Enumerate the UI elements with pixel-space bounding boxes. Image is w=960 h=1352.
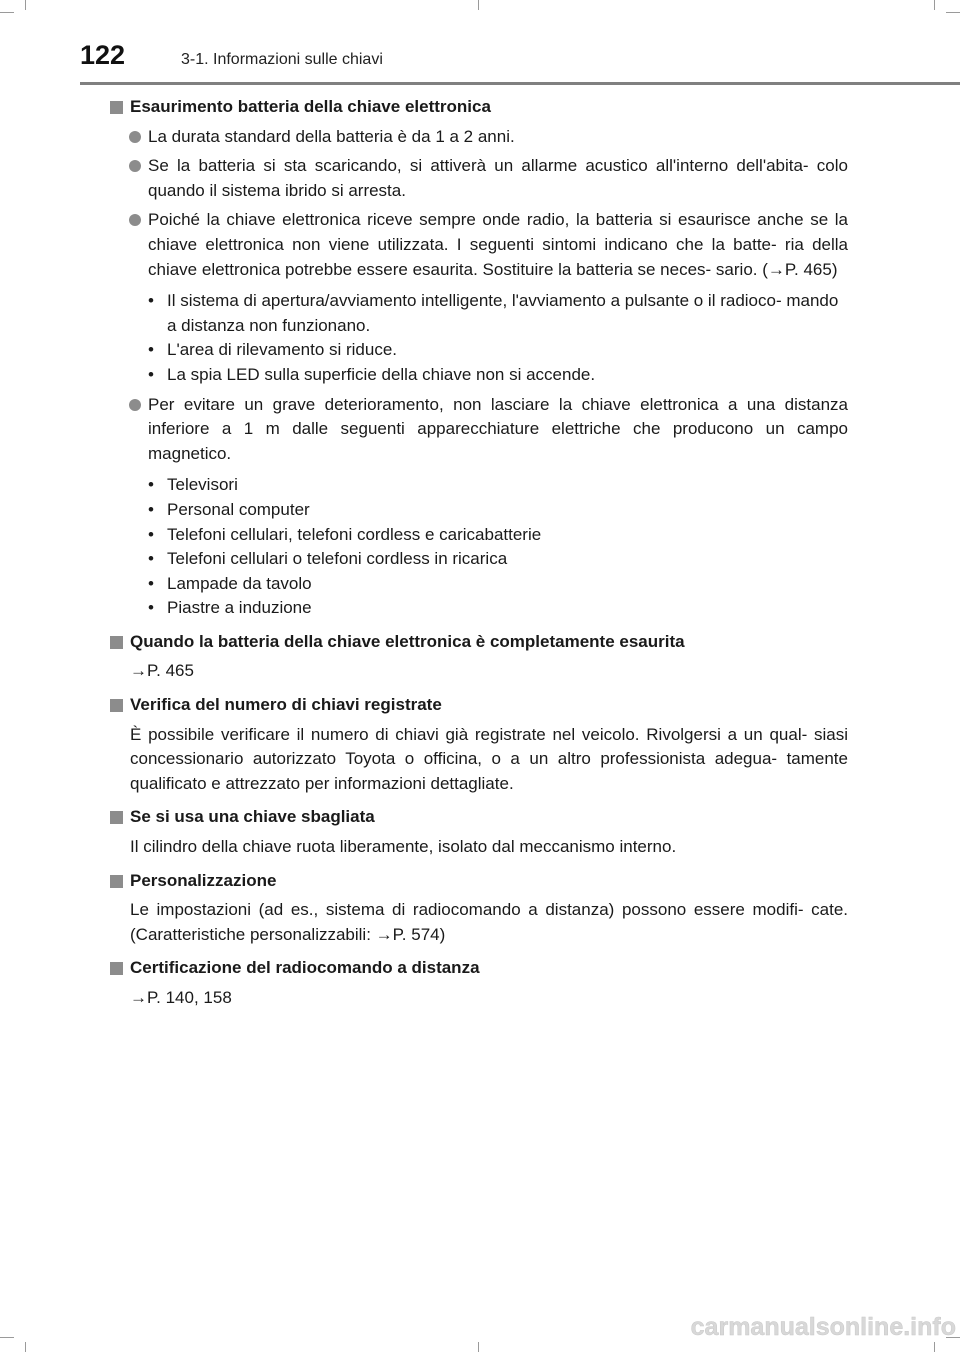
dot-marker-icon: • xyxy=(148,475,154,495)
section-registered-keys xyxy=(110,693,848,796)
sub-list-item: • Televisori xyxy=(148,473,848,498)
section-paragraph: Le impostazioni (ad es., sistema di radiocomando a distanza) possono essere modifi- cate. (Caratteristiche personalizzabili: →P. 574) xyxy=(130,900,848,944)
section-battery-exhausted xyxy=(110,630,848,684)
circle-bullet-icon xyxy=(129,214,141,226)
section-title: Esaurimento batteria della chiave elettronica xyxy=(110,95,848,120)
sub-list-item: • La spia LED sulla superficie della chiave non si accende. xyxy=(148,363,848,388)
dot-marker-icon: • xyxy=(148,499,154,519)
sub-list xyxy=(110,473,848,621)
square-bullet-icon xyxy=(110,636,123,649)
square-bullet-icon xyxy=(110,101,123,114)
dot-marker-icon: • xyxy=(148,340,154,360)
square-bullet-icon xyxy=(110,699,123,712)
sub-list-item: • L'area di rilevamento si riduce. xyxy=(148,338,848,363)
section-customization xyxy=(110,869,848,948)
sub-list-item: • Il sistema di apertura/avviamento intelligente, l'avviamento a pulsante o il radioco- mando a distanza non funzionano. xyxy=(148,291,839,335)
bullet-item: Poiché la chiave elettronica riceve sempre onde radio, la batteria si esaurisce anche se la chiave elettronica non viene utilizzata. I seguenti sintomi indicano che la batte- ria della chiave elettronica potrebbe essere esaurita. Sostituire la batteria se neces- sario. (→P. 465) xyxy=(110,208,848,282)
section-paragraph: Il cilindro della chiave ruota liberamente, isolato dal meccanismo interno. xyxy=(130,837,677,857)
header-rule xyxy=(80,82,960,85)
sub-list-item: • Personal computer xyxy=(148,498,848,523)
chapter-title: 3-1. Informazioni sulle chiavi xyxy=(181,51,383,68)
watermark-logo xyxy=(560,1308,960,1344)
dot-marker-icon: • xyxy=(148,291,154,311)
circle-bullet-icon xyxy=(129,399,141,411)
sub-list xyxy=(110,289,848,387)
section-battery-depletion xyxy=(110,95,848,621)
section-paragraph: È possibile verificare il numero di chiavi già registrate nel veicolo. Rivolgersi a un qual- siasi concessionario autorizzato Toyota o officina, o a un altro professionista adegua- tamente qualificato e attrezzato per informazioni dettagliate. xyxy=(130,724,848,793)
page-content xyxy=(110,95,848,1011)
section-title: Certificazione del radiocomando a distanza xyxy=(110,956,848,981)
circle-bullet-icon xyxy=(129,160,141,172)
bullet-item: Se la batteria si sta scaricando, si attiverà un allarme acustico all'interno dell'abita- colo quando il sistema ibrido si arresta. xyxy=(110,154,848,203)
svg-text:carmanualsonline.info: carmanualsonline.info xyxy=(690,1313,956,1341)
page-reference: →P. 140, 158 xyxy=(130,988,232,1007)
bullet-item: La durata standard della batteria è da 1 a 2 anni. xyxy=(110,125,848,150)
square-bullet-icon xyxy=(110,811,123,824)
page-number: 122 xyxy=(80,40,126,70)
crop-mark xyxy=(0,1337,14,1338)
section-remote-certification xyxy=(110,956,848,1010)
crop-mark xyxy=(25,1342,26,1352)
sub-list-item: • Telefoni cellulari o telefoni cordless in ricarica xyxy=(148,547,848,572)
square-bullet-icon xyxy=(110,962,123,975)
dot-marker-icon: • xyxy=(148,549,154,569)
bullet-item: Per evitare un grave deterioramento, non lasciare la chiave elettronica a una distanza inferiore a 1 m dalle seguenti apparecchiature elettriche che producono un campo magnetico. xyxy=(110,393,848,467)
sub-list-item: • Piastre a induzione xyxy=(148,596,848,621)
dot-marker-icon: • xyxy=(148,524,154,544)
section-title: Se si usa una chiave sbagliata xyxy=(110,805,848,830)
sub-list-item: • Telefoni cellulari, telefoni cordless e caricabatterie xyxy=(148,523,848,548)
section-title: Quando la batteria della chiave elettronica è completamente esaurita xyxy=(110,630,848,655)
circle-bullet-icon xyxy=(129,131,141,143)
crop-mark xyxy=(478,1342,479,1352)
square-bullet-icon xyxy=(110,875,123,888)
dot-marker-icon: • xyxy=(148,598,154,618)
sub-list-item: • Lampade da tavolo xyxy=(148,572,848,597)
dot-marker-icon: • xyxy=(148,573,154,593)
page-reference: →P. 465 xyxy=(130,661,194,681)
page-header xyxy=(0,0,960,90)
section-title: Verifica del numero di chiavi registrate xyxy=(110,693,848,718)
section-title: Personalizzazione xyxy=(110,869,848,894)
section-wrong-key xyxy=(110,805,848,859)
dot-marker-icon: • xyxy=(148,364,154,384)
